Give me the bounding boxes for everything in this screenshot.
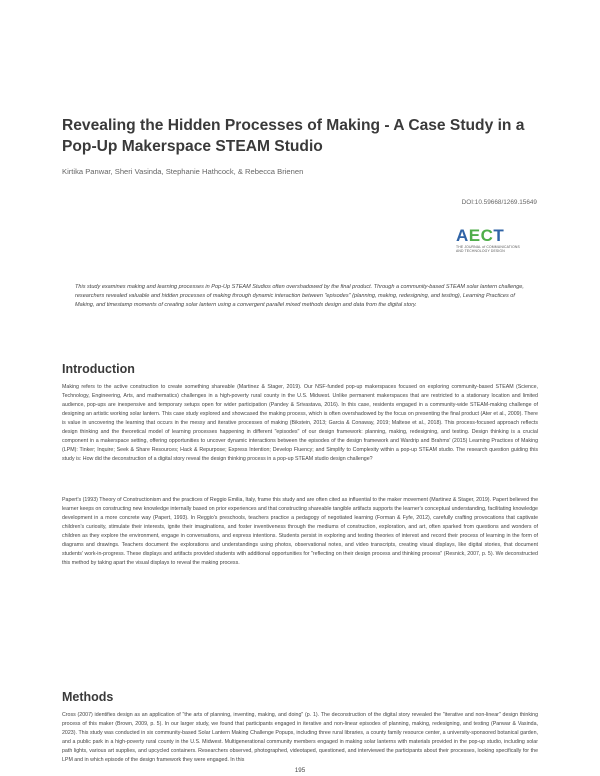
author-list: Kirtika Panwar, Sheri Vasinda, Stephanie Hathcock, & Rebecca Brienen: [62, 167, 304, 176]
section-heading-methods: Methods: [62, 690, 114, 704]
logo-letter: C: [480, 226, 493, 245]
abstract: This study examines making and learning processes in Pop-Up STEAM Studios often overshadowed by the final product. Through a community-based STEAM solar lantern challenge, researchers revealed valuable and hidden processes of making through dynamic interaction between "episodes" (planning, making, redesigning, and testing), Learning Practices of Making, and timestamp moments of creating solar lantern using a convergent parallel mixed methods design and data from the digital story.: [75, 284, 524, 309]
logo-letter: E: [468, 226, 480, 245]
logo-letter: A: [456, 226, 468, 245]
logo-subtitle: AND TECHNOLOGY DESIGN: [456, 249, 505, 253]
aect-logo-mark: [456, 226, 516, 244]
body-paragraph: Cross (2007) identifies design as an application of "the arts of planning, inventing, making, and doing" (p. 1). The deconstruction of the digital story revealed the "iterative and non-linear" design thinking process of this maker (Brown, 2009, p. 5). In our larger study, we found that participants engaged in iterative and non-linear episodes of planning, making, redesigning, and testing (Panwar & Vasinda, 2023). This study was conducted in six community-based Solar Lantern Making Challenge Popups, including three rural libraries, a county family resource center, a university-sponsored botanical garden, and a public park in a high-poverty rural county in the U.S. Midwest. Multigenerational community members engaged in making solar lanterns with materials provided in the pop-up studio, including solar path lights, various art supplies, and upcycled containers. Researchers observed, photographed, videotaped, questioned, and interviewed the participants about their processes, looking specifically for the LPM and in which episode of the design framework they were engaged. In this: [62, 712, 538, 764]
logo-subtitle: THE JOURNAL of COMMUNICATIONS: [456, 245, 520, 249]
aect-logo: [456, 226, 520, 260]
paper-title: Revealing the Hidden Processes of Making - A Case Study in a Pop-Up Makerspace STEAM Studio: [62, 117, 525, 155]
doi-link[interactable]: DOI:10.59668/1269.15649: [461, 199, 537, 206]
logo-letter: T: [493, 226, 504, 245]
page-number: 195: [294, 767, 306, 774]
body-paragraph: Papert's (1993) Theory of Constructionism and the practices of Reggio Emilia, Italy, frame this study and are often cited as influential to the maker movement (Martinez & Stager, 2019). Papert believed the learner keeps on constructing new knowledge internally based on prior experiences and that constructing shareable tangible artifacts supports the learner's conceptual understanding, facilitating knowledge development in a more concrete way (Papert, 1993). In Reggio's preschools, teachers practice a pedagogy of negotiated learning (Forman & Fyfe, 2012), carefully crafting provocations that captivate children's curiosity, stimulate their interests, ignite their imaginations, and foster inventiveness through the mediums of construction, exploration, and art, often sparked from questions and wonders of children as they explore the environment, engage in conversations, and express intentions. Students persist in exploring and testing theories of interest and record their process of learning in the form of diagrams and drawings. Teachers document the explorations and understandings using photos, observational notes, and video transcripts, creating visual displays, like digital stories, that document students' work-in-progress. These displays and artifacts provided students with additional opportunities for "reflecting on their design process and thinking process" (Resnick, 2007, p. 5). We deconstructed this method by taking apart the visual displays to reveal the making process.: [62, 497, 538, 567]
section-heading-introduction: Introduction: [62, 362, 135, 376]
body-paragraph: Making refers to the active construction to create something shareable (Martinez & Stager, 2019). Our NSF-funded pop-up makerspaces focused on exploring community-based STEAM (Science, Technology, Engineering, Arts, and mathematics) challenges in a high-poverty rural county in the U.S. Midwest. Unlike permanent makerspaces that are restricted to a stationary location and limited audience, pop-ups are inexpensive and temporary setups open for wider participation (Pandey & Srivastava, 2016). In this case, residents engaged in a community-wide STEAM-making challenge of designing an artistic working solar lantern. This case study explored and showcased the making process, which is often overshadowed by the focus on presenting the final product (Ater et al., 2009). There is value in uncovering the learning that occurs in the messy and iterative processes of making (Bikstein, 2013; Garcia & Conaway, 2019; Maltese et al., 2018). This process-focused approach reflects design thinking and the theoretical model of learning processes happening in different "episodes" of our design framework: planning, making, redesigning, and testing. Design thinking is a crucial component in a makerspace setting, offering opportunities to uncover dynamic interactions between the episodes of the design framework and Wardrip and Brahms' (2015) Learning Practices of Making (LPM): Tinker; Inquire; Seek & Share Resources; Hack & Repurpose; Express Intention; Develop Fluency; and Simplify to Complexity within a pop-up STEAM studio. The research question guiding this study is: How did the deconstruction of a digital story reveal the design thinking process in a pop-up STEAM studio design challenge?: [62, 384, 538, 463]
